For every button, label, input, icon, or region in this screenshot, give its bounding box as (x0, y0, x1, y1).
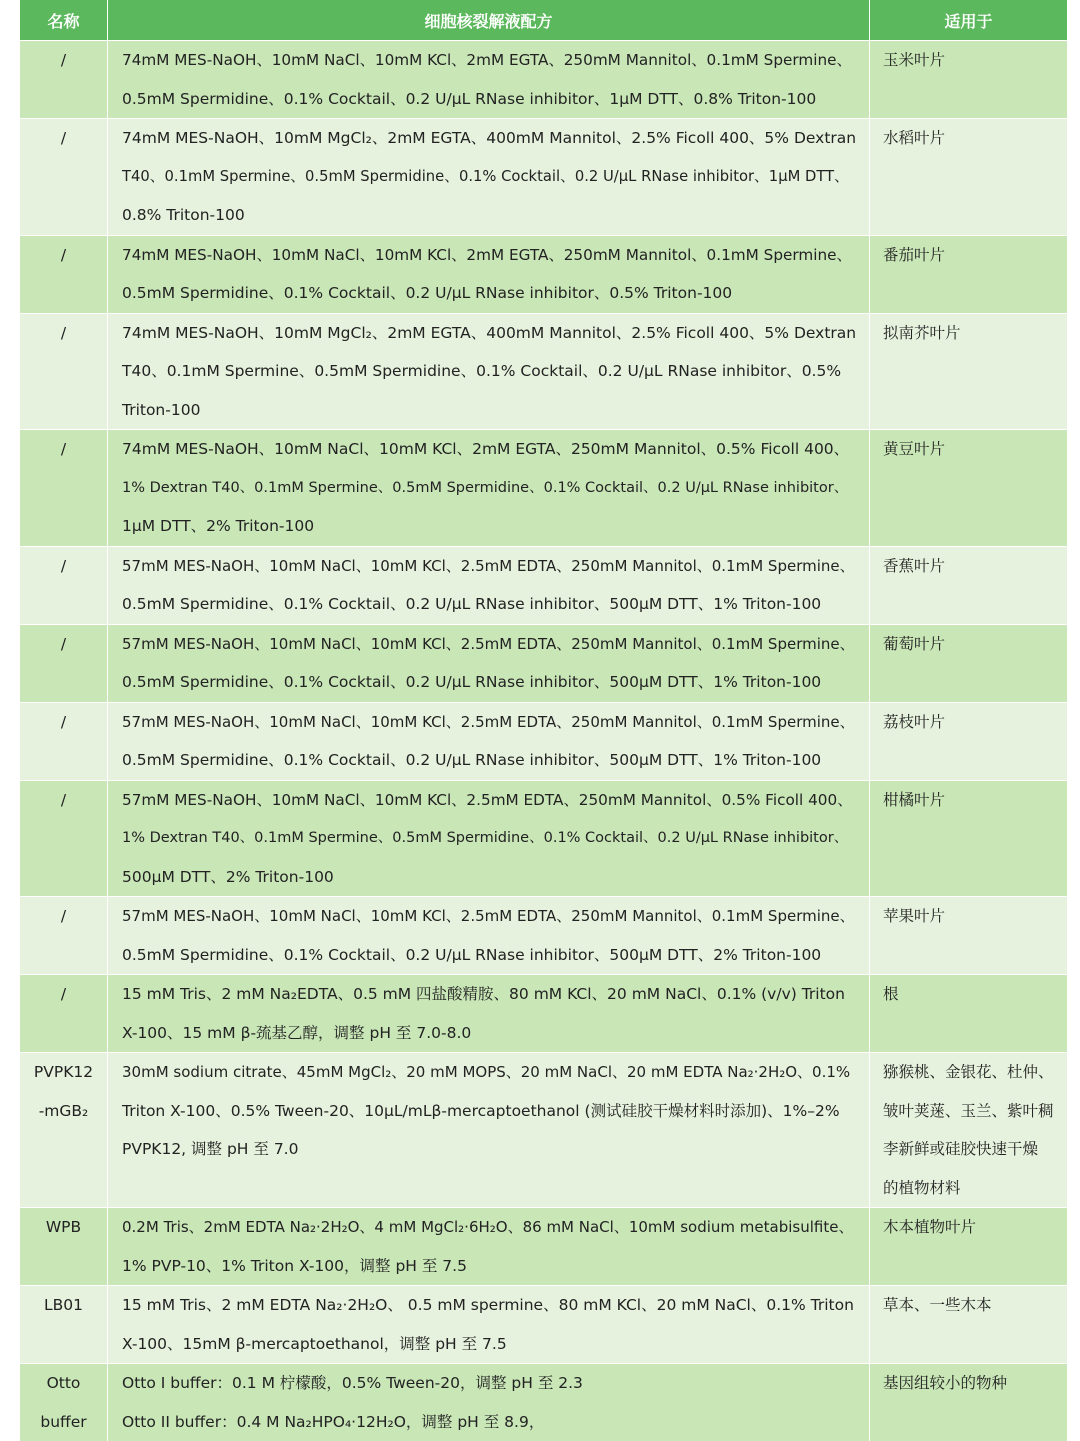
cell-formula-line: 15 mM Tris、2 mM Na₂EDTA、0.5 mM 四盐酸精胺、80 mM KCl、20 mM NaCl、0.1% (v/v) Triton (122, 985, 845, 1003)
cell-suitable-line: 草本、一些木本 (883, 1296, 992, 1314)
table-row (20, 1363, 1067, 1441)
table-row (20, 313, 1067, 430)
cell-name-line: / (60, 129, 67, 147)
cell-formula-line: 0.5mM Spermidine、0.1% Cocktail、0.2 U/μL RNase inhibitor、0.5% Triton-100 (122, 284, 733, 302)
cell-name (20, 119, 108, 235)
cell-formula-line: 0.5mM Spermidine、0.1% Cocktail、0.2 U/μL RNase inhibitor、1μM DTT、0.8% Triton-100 (122, 89, 817, 108)
cell-formula-line: 0.5mM Spermidine、0.1% Cocktail、0.2 U/μL RNase inhibitor、500μM DTT、1% Triton-100 (122, 595, 822, 613)
cell-suitable-line: 木本植物叶片 (883, 1218, 977, 1236)
cell-formula-line: T40、0.1mM Spermine、0.5mM Spermidine、0.1% Cocktail、0.2 U/μL RNase inhibitor、0.5% (122, 362, 842, 380)
table-header (20, 0, 1067, 40)
cell-formula (108, 41, 870, 118)
cell-name-line: / (60, 790, 67, 809)
cell-formula-line: Triton-100 (122, 400, 201, 419)
cell-suitable-line: 李新鲜或硅胶快速干燥 (883, 1140, 1039, 1158)
cell-formula-line: 57mM MES-NaOH、10mM NaCl、10mM KCl、2.5mM EDTA、250mM Mannitol、0.1mM Spermine、 (122, 907, 855, 925)
cell-formula-line: Otto I buffer：0.1 M 柠檬酸，0.5% Tween-20，调整 pH 至 2.3 (122, 1374, 583, 1392)
header-formula: 细胞核裂解液配方 (108, 0, 870, 40)
cell-name-line: / (60, 440, 67, 458)
cell-formula-line: Otto II buffer：0.4 M Na₂HPO₄·12H₂O，调整 pH 至 8.9， (122, 1412, 545, 1431)
table-row (20, 546, 1067, 624)
cell-suitable (870, 897, 1067, 974)
cell-formula-line: PVPK12, 调整 pH 至 7.0 (122, 1140, 299, 1158)
cell-suitable (870, 314, 1067, 430)
cell-formula-line: 57mM MES-NaOH、10mM NaCl、10mM KCl、2.5mM EDTA、250mM Mannitol、0.1mM Spermine、 (122, 634, 855, 653)
cell-formula-line: 0.5mM Spermidine、0.1% Cocktail、0.2 U/μL RNase inhibitor、500μM DTT、1% Triton-100 (122, 751, 822, 769)
cell-formula (108, 1208, 870, 1285)
cell-formula-line: X-100、15 mM β-巯基乙醇，调整 pH 至 7.0-8.0 (122, 1023, 472, 1042)
cell-formula-line: 1μM DTT、2% Triton-100 (122, 517, 315, 535)
cell-name (20, 975, 108, 1052)
cell-suitable (870, 975, 1067, 1052)
cell-suitable-line: 柑橘叶片 (883, 790, 946, 809)
cell-formula-line: 30mM sodium citrate、45mM MgCl₂、20 mM MOPS、20 mM NaCl、20 mM EDTA Na₂·2H₂O、0.1% (122, 1063, 851, 1081)
header-name: 名称 (20, 0, 108, 40)
header-suitable: 适用于 (944, 11, 993, 31)
cell-name (20, 897, 108, 974)
cell-name (20, 703, 108, 780)
cell-suitable-line: 番茄叶片 (883, 245, 946, 264)
cell-name (20, 430, 108, 546)
table-row (20, 974, 1067, 1052)
cell-suitable-line: 水稻叶片 (883, 129, 946, 147)
cell-name (20, 1053, 108, 1207)
cell-formula-line: 74mM MES-NaOH、10mM MgCl₂、2mM EGTA、400mM Mannitol、2.5% Ficoll 400、5% Dextran (122, 129, 857, 147)
cell-name-line: PVPK12 (33, 1063, 94, 1081)
cell-suitable (870, 1364, 1067, 1441)
cell-name-line: / (60, 985, 67, 1003)
cell-formula-line: 0.5mM Spermidine、0.1% Cocktail、0.2 U/μL RNase inhibitor、500μM DTT、2% Triton-100 (122, 945, 822, 964)
table-row (20, 235, 1067, 313)
cell-suitable (870, 547, 1067, 624)
cell-suitable (870, 1208, 1067, 1285)
cell-suitable (870, 119, 1067, 235)
cell-formula-line: 1% Dextran T40、0.1mM Spermine、0.5mM Spermidine、0.1% Cocktail、0.2 U/μL RNase inhibitor、 (122, 479, 849, 496)
table-row (20, 702, 1067, 780)
cell-formula-line: 74mM MES-NaOH、10mM NaCl、10mM KCl、2mM EGTA、250mM Mannitol、0.1mM Spermine、 (122, 51, 852, 69)
cell-formula-line: 57mM MES-NaOH、10mM NaCl、10mM KCl、2.5mM EDTA、250mM Mannitol、0.1mM Spermine、 (122, 556, 855, 575)
cell-formula-line: 0.2M Tris、2mM EDTA Na₂·2H₂O、4 mM MgCl₂·6H₂O、86 mM NaCl、10mM sodium metabisulfite、 (122, 1218, 854, 1236)
cell-name (20, 1364, 108, 1441)
cell-formula (108, 897, 870, 974)
table-row (20, 780, 1067, 897)
cell-formula (108, 975, 870, 1052)
cell-name-line: Otto (46, 1374, 81, 1392)
cell-formula (108, 547, 870, 624)
cell-formula-line: 1% PVP-10、1% Triton X-100，调整 pH 至 7.5 (122, 1256, 467, 1275)
cell-name-line: / (60, 323, 67, 342)
cell-formula-line: 74mM MES-NaOH、10mM NaCl、10mM KCl、2mM EGTA、250mM Mannitol、0.5% Ficoll 400、 (122, 440, 850, 458)
cell-suitable-line: 玉米叶片 (883, 51, 946, 69)
cell-suitable (870, 236, 1067, 313)
cell-formula-line: Triton X-100、0.5% Tween-20、10μL/mLβ-mercaptoethanol (测试硅胶干燥材料时添加)、1%–2% (122, 1101, 840, 1120)
cell-formula-line: 74mM MES-NaOH、10mM MgCl₂、2mM EGTA、400mM Mannitol、2.5% Ficoll 400、5% Dextran (122, 323, 857, 342)
cell-name (20, 314, 108, 430)
cell-formula (108, 781, 870, 897)
cell-formula-line: 57mM MES-NaOH、10mM NaCl、10mM KCl、2.5mM EDTA、250mM Mannitol、0.5% Ficoll 400、 (122, 790, 853, 809)
cell-suitable-line: 皱叶荚蒾、玉兰、紫叶稠 (883, 1101, 1054, 1120)
nuclei-lysis-buffer-table (20, 0, 1067, 1441)
cell-suitable-line: 苹果叶片 (883, 907, 946, 925)
cell-formula-line: 0.8% Triton-100 (122, 206, 245, 224)
table-row (20, 1207, 1067, 1285)
cell-suitable (870, 781, 1067, 897)
cell-name-line: / (60, 245, 67, 264)
cell-formula-line: 57mM MES-NaOH、10mM NaCl、10mM KCl、2.5mM EDTA、250mM Mannitol、0.1mM Spermine、 (122, 712, 855, 731)
table-body (20, 40, 1067, 1441)
cell-name-line: / (60, 51, 67, 69)
cell-formula (108, 1286, 870, 1363)
cell-name-line: / (60, 556, 67, 575)
table-row (20, 40, 1067, 118)
cell-formula-line: 1% Dextran T40、0.1mM Spermine、0.5mM Spermidine、0.1% Cocktail、0.2 U/μL RNase inhibitor、 (122, 830, 849, 846)
table-row (20, 1285, 1067, 1363)
cell-name-line: / (60, 712, 67, 731)
cell-name-line: buffer (40, 1412, 87, 1431)
cell-suitable-line: 基因组较小的物种 (883, 1374, 1008, 1392)
cell-formula (108, 430, 870, 546)
cell-suitable-line: 荔枝叶片 (883, 712, 946, 731)
cell-formula (108, 314, 870, 430)
table-row (20, 429, 1067, 546)
cell-formula-line: X-100、15mM β-mercaptoethanol，调整 pH 至 7.5 (122, 1334, 507, 1353)
cell-suitable (870, 703, 1067, 780)
cell-name (20, 41, 108, 118)
table-row (20, 624, 1067, 702)
cell-suitable (870, 1053, 1067, 1207)
cell-name-line: -mGB₂ (38, 1101, 89, 1120)
cell-name (20, 1286, 108, 1363)
cell-formula-line: T40、0.1mM Spermine、0.5mM Spermidine、0.1% Cocktail、0.2 U/μL RNase inhibitor、1μM DTT、 (122, 167, 849, 185)
cell-name-line: LB01 (44, 1296, 83, 1314)
cell-suitable (870, 41, 1067, 118)
cell-suitable-line: 猕猴桃、金银花、杜仲、 (883, 1063, 1054, 1081)
cell-formula-line: 15 mM Tris、2 mM EDTA Na₂·2H₂O、 0.5 mM spermine、80 mM KCl、20 mM NaCl、0.1% Triton (122, 1296, 854, 1314)
cell-name (20, 236, 108, 313)
cell-formula (108, 119, 870, 235)
cell-formula (108, 625, 870, 702)
cell-formula (108, 236, 870, 313)
cell-suitable-line: 的植物材料 (883, 1178, 961, 1197)
cell-suitable (870, 625, 1067, 702)
cell-name-line: WPB (45, 1218, 82, 1236)
cell-suitable-line: 拟南芥叶片 (883, 323, 961, 342)
cell-suitable-line: 葡萄叶片 (883, 634, 946, 653)
cell-suitable (870, 1286, 1067, 1363)
cell-formula (108, 1364, 870, 1441)
cell-formula-line: 0.5mM Spermidine、0.1% Cocktail、0.2 U/μL RNase inhibitor、500μM DTT、1% Triton-100 (122, 673, 822, 691)
cell-formula-line: 74mM MES-NaOH、10mM NaCl、10mM KCl、2mM EGTA、250mM Mannitol、0.1mM Spermine、 (122, 245, 852, 264)
cell-suitable-line: 黄豆叶片 (883, 440, 946, 458)
table-row (20, 896, 1067, 974)
cell-name (20, 547, 108, 624)
table-row (20, 118, 1067, 235)
cell-name (20, 781, 108, 897)
cell-name (20, 625, 108, 702)
cell-suitable-line: 根 (883, 985, 899, 1003)
cell-name-line: / (60, 907, 67, 925)
cell-name-line: / (60, 634, 67, 653)
cell-suitable-line: 香蕉叶片 (883, 556, 946, 575)
cell-formula (108, 703, 870, 780)
cell-formula (108, 1053, 870, 1207)
cell-suitable (870, 430, 1067, 546)
cell-name (20, 1208, 108, 1285)
cell-formula-line: 500μM DTT、2% Triton-100 (122, 867, 334, 886)
table-row (20, 1052, 1067, 1207)
